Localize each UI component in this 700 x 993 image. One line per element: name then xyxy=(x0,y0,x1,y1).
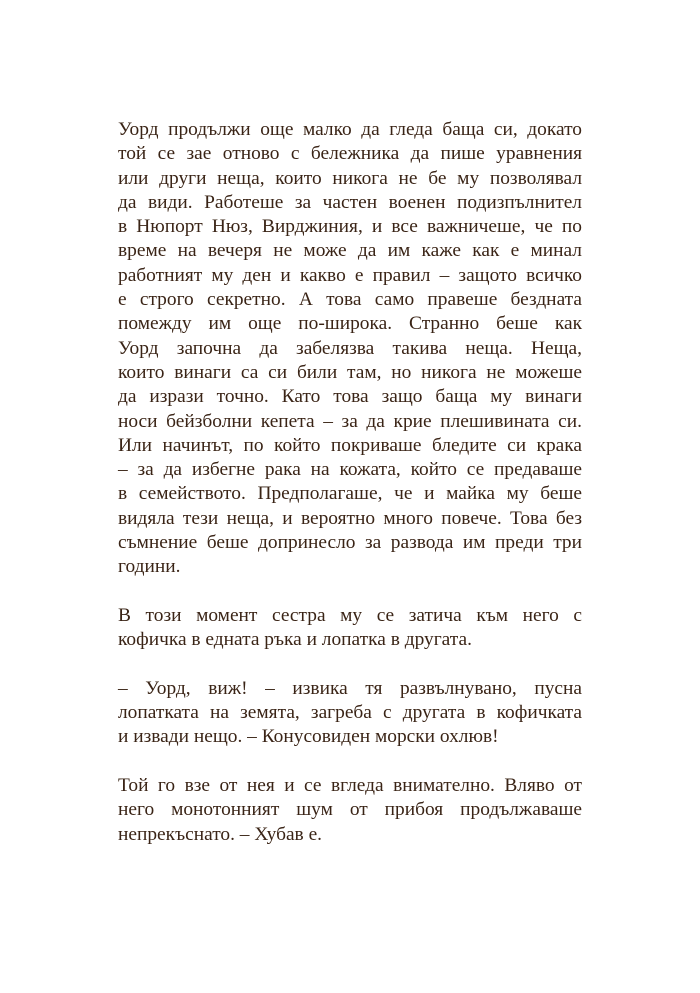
paragraph-1 xyxy=(118,118,582,580)
paragraph-4 xyxy=(118,774,582,847)
text-line: той се зае отново с бележника да пише уравнения xyxy=(118,143,582,165)
text-line: Уорд продължи още малко да гледа баща си, докато xyxy=(118,119,582,140)
text-line: – за да избегне рака на кожата, който се предаваше xyxy=(118,459,582,481)
text-line: е строго секретно. А това само правеше бездната xyxy=(118,289,582,311)
text-line: непрекъснато. – Хубав е. xyxy=(118,823,323,845)
text-line: носи бейзболни кепета – за да крие плешивината си. xyxy=(118,410,582,432)
text-line: години. xyxy=(118,556,181,578)
text-line: Уорд започна да забелязва такива неща. Неща, xyxy=(118,337,582,359)
text-line: в Нюпорт Нюз, Вирджиния, и все важничеше, че по xyxy=(118,216,582,238)
text-line: Или начинът, по който покриваше бледите си крака xyxy=(118,434,582,456)
text-line: да изрази точно. Като това защо баща му винаги xyxy=(118,386,582,408)
text-line: съмнение беше допринесло за развода им преди три xyxy=(118,532,582,554)
text-line: време на вечеря не може да им каже как е минал xyxy=(118,240,582,262)
text-line: кофичка в едната ръка и лопатка в другата. xyxy=(118,629,472,651)
page-text xyxy=(118,118,582,871)
text-line: В този момент сестра му се затича към него с xyxy=(118,604,582,626)
text-line: видяла тези неща, и вероятно много повече. Това без xyxy=(118,507,582,529)
text-line: помежду им още по-широка. Странно беше как xyxy=(118,313,582,335)
paragraph-3 xyxy=(118,677,582,750)
text-line: и извади нещо. – Конусовиден морски охлюв! xyxy=(118,726,499,748)
text-line: лопатката на земята, загреба с другата в кофичката xyxy=(118,702,582,724)
text-line: Той го взе от нея и се вгледа внимателно. Вляво от xyxy=(118,775,582,797)
text-line: които винаги са си били там, но никога не можеше xyxy=(118,361,582,383)
text-line: работният му ден и какво е правил – защото всичко xyxy=(118,264,582,286)
text-line: да види. Работеше за частен военен подизпълнител xyxy=(118,191,582,213)
paragraph-2 xyxy=(118,604,582,653)
text-line: в семейството. Предполагаше, че и майка му беше xyxy=(118,483,582,505)
text-line: – Уорд, виж! – извика тя развълнувано, пусна xyxy=(118,677,582,699)
text-line: него монотонният шум от прибоя продължаваше xyxy=(118,799,582,821)
text-line: или други неща, които никога не бе му позволявал xyxy=(118,167,582,189)
